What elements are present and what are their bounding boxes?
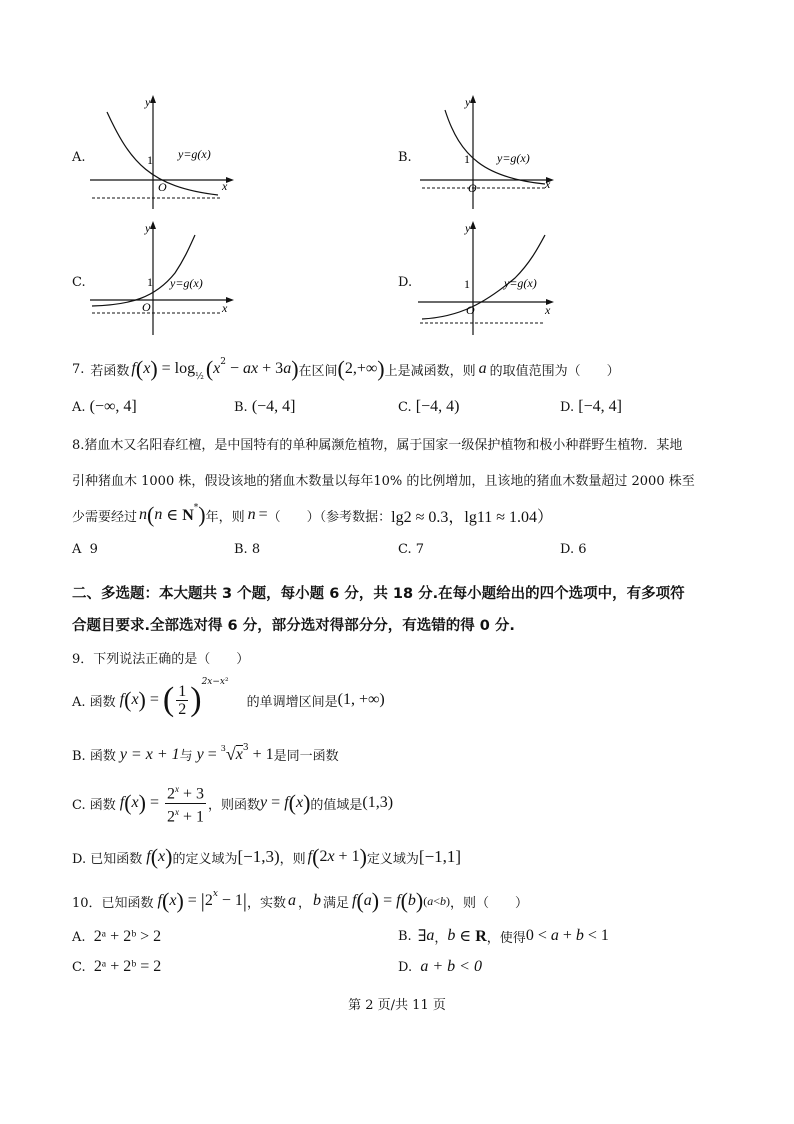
graph-d-func: y=g(x) xyxy=(504,276,537,290)
q9-d-post: 定义域为 xyxy=(366,851,419,867)
graph-d xyxy=(390,218,570,338)
q9-c-mid: ，则函数 xyxy=(208,797,261,813)
graph-a-one: 1 xyxy=(147,153,153,167)
q9-b-post: 是同一函数 xyxy=(273,749,339,764)
q7-option-d-label: D. xyxy=(560,400,575,415)
q10-stem: 10．已知函数 f ( x ) = | 2 x − 1 | ，实数 a ， b 满足 f ( a ) = f ( b ) (a<b) ，则（ ） xyxy=(72,888,529,913)
q10-option-c-label: C. xyxy=(72,960,86,975)
q10-mid2: 满足 xyxy=(322,895,349,911)
q7-option-a[interactable] xyxy=(72,398,137,416)
graph-c-y: y xyxy=(145,221,151,235)
q8-option-d-value: 6 xyxy=(578,542,587,557)
graph-b-origin: O xyxy=(468,181,477,195)
q9-d-mid: 的定义域为 xyxy=(172,851,238,867)
q10-pre: 10．已知函数 xyxy=(72,895,154,911)
graph-c-one: 1 xyxy=(147,275,153,289)
q7-option-c[interactable] xyxy=(398,398,459,416)
graph-c-origin: O xyxy=(142,300,151,314)
graph-d-one: 1 xyxy=(464,277,470,291)
q9-d-dom2: [−1,1] xyxy=(418,847,462,866)
graph-c-func: y=g(x) xyxy=(170,276,203,290)
q9-option-b[interactable]: B. 函数 y = x + 1 与 y = 3 √ x 3 + 1 是同一函数 xyxy=(72,742,339,764)
q7-option-d[interactable] xyxy=(560,398,622,416)
q9-d-dom1: [−1,3) xyxy=(237,847,280,866)
q10-option-d-value: a + b < 0 xyxy=(420,958,482,975)
q8-option-c-label: C. xyxy=(398,542,412,557)
q9-b-f1: y = x + 1 xyxy=(119,745,180,763)
q9-b-pre: B. 函数 xyxy=(72,749,116,764)
q9-d-pre: D. 已知函数 xyxy=(72,851,143,867)
q8-line3-post: （ ）（参考数据： xyxy=(267,509,392,525)
q10-option-a-label: A. xyxy=(72,930,86,945)
graph-b-one: 1 xyxy=(464,152,470,166)
q8-option-d[interactable] xyxy=(560,542,587,557)
q9-c-post: 的值域是 xyxy=(310,797,363,813)
q10-option-d[interactable] xyxy=(398,958,482,976)
q8-option-c-value: 7 xyxy=(415,542,425,557)
q7-option-c-value: [−4, 4) xyxy=(415,398,460,415)
q7-option-d-value: [−4, 4] xyxy=(578,398,622,415)
q10-option-a-value: 2ᵃ + 2ᵇ > 2 xyxy=(93,928,162,945)
q7-option-a-label: A. xyxy=(72,400,86,415)
q8-option-d-label: D. xyxy=(560,542,575,557)
graph-c xyxy=(60,218,260,338)
q8-option-a-label: A xyxy=(72,542,82,557)
graph-a-origin: O xyxy=(158,180,167,194)
q10-post: ，则（ ） xyxy=(450,895,529,911)
q8-line3: 少需要经过 n ( n ∈ N * ) 年，则 n = （ ）（参考数据： lg2 ≈ 0.3，lg11 ≈ 1.04） xyxy=(72,502,554,527)
q8-line3-ref: lg2 ≈ 0.3，lg11 ≈ 1.04） xyxy=(391,508,554,526)
section2-line1: 二、多选题：本大题共 3 个题，每小题 6 分，共 18 分.在每小题给出的四个选项中，有多项符 xyxy=(72,586,685,602)
q10-option-c-value: 2ᵃ + 2ᵇ = 2 xyxy=(93,958,162,975)
graph-b-label: B. xyxy=(398,150,412,165)
q7-option-b[interactable] xyxy=(234,398,296,416)
q7-post2: 的取值范围为（ ） xyxy=(489,363,620,379)
graph-d-y: y xyxy=(465,221,471,235)
graph-b xyxy=(390,92,570,212)
q10-option-b-label: B. xyxy=(398,928,412,944)
graph-c-x: x xyxy=(222,301,228,315)
q9-option-c[interactable]: C. 函数 f ( x ) = $\frac{2^x + 3}{2^x + 1}$ ，则函数 y = f ( x ) 的值域是 (1,3) xyxy=(72,782,393,824)
q7-option-b-value: (−4, 4] xyxy=(251,398,296,415)
q7-number: 7. xyxy=(72,361,85,377)
q8-option-b[interactable] xyxy=(234,542,260,557)
q9-a-interval: (1, +∞) xyxy=(337,691,385,708)
q10-option-c[interactable] xyxy=(72,958,161,976)
q9-a-post: 的单调增区间是 xyxy=(246,694,338,710)
q8-option-a[interactable] xyxy=(72,542,98,557)
q7-option-c-label: C. xyxy=(398,400,412,415)
q8-option-b-label: B. xyxy=(234,542,248,557)
q8-line3-pre: 少需要经过 xyxy=(72,509,138,525)
q7-pre: 若函数 xyxy=(90,363,130,379)
q7-stem: 7. 若函数 f ( x ) = log ½ ( x 2 − ax + 3 a ) 在区间 ( 2,+∞ ) 上是减函数，则 a 的取值范围为（ ） xyxy=(72,356,620,382)
graph-a-y: y xyxy=(145,95,151,109)
q10-option-b[interactable]: B. ∃ a ， b ∈ R ，使得 0 < a + b < 1 xyxy=(398,927,609,946)
graph-d-origin: O xyxy=(466,303,475,317)
q9-option-d[interactable]: D. 已知函数 f ( x ) 的定义域为 [−1,3) ，则 f ( 2 x + 1 ) 定义域为 [−1,1] xyxy=(72,844,462,869)
q9-c-range: (1,3) xyxy=(362,794,394,811)
q9-d-mid2: ，则 xyxy=(279,851,306,867)
q8-line1: 8.猪血木又名阳春红檀，是中国特有的单种属濒危植物，属于国家一级保护植物和极小种群野生植物．某地 xyxy=(72,438,683,453)
q10-option-b-text: ，使得 xyxy=(486,930,526,946)
graph-d-label: D. xyxy=(398,275,413,290)
q7-option-a-value: (−∞, 4] xyxy=(89,398,137,415)
q8-option-b-value: 8 xyxy=(251,542,261,557)
q10-mid: ，实数 xyxy=(246,895,286,911)
q8-line3-mid: 年，则 xyxy=(205,509,245,525)
q9-a-pre: A. 函数 xyxy=(72,694,116,710)
q9-stem: 9．下列说法正确的是（ ） xyxy=(72,652,250,667)
q10-option-d-label: D. xyxy=(398,960,413,975)
graph-a-func: y=g(x) xyxy=(178,147,211,161)
q9-c-pre: C. 函数 xyxy=(72,797,116,813)
graph-a-x: x xyxy=(222,179,228,193)
q8-option-a-value: 9 xyxy=(89,542,98,557)
q8-option-c[interactable] xyxy=(398,542,424,557)
q10-option-a[interactable] xyxy=(72,928,161,946)
graph-c-label: C. xyxy=(72,275,86,290)
section2-line2: 合题目要求.全部选对得 6 分，部分选对得部分分，有选错的得 0 分. xyxy=(72,618,515,634)
graph-b-func: y=g(x) xyxy=(497,151,530,165)
q9-b-mid: 与 xyxy=(179,749,193,764)
graph-a xyxy=(60,92,260,212)
page-footer: 第 2 页/共 11 页 xyxy=(348,998,446,1013)
q7-mid: 在区间 xyxy=(298,363,338,379)
graph-b-y: y xyxy=(465,95,471,109)
q7-option-b-label: B. xyxy=(234,400,248,415)
q7-post1: 上是减函数，则 xyxy=(384,363,476,379)
q8-line2: 引种猪血木 1000 株，假设该地的猪血木数量以每年10% 的比例增加，且该地的猪血木数量超过 2000 株至 xyxy=(72,474,695,489)
graph-a-label: A. xyxy=(72,150,86,165)
graph-d-x: x xyxy=(545,303,551,317)
graph-b-x: x xyxy=(545,177,551,191)
q9-option-a[interactable]: A. 函数 f ( x ) = ( $\frac{1}{2}$ ) 2x−x² 的单调增区间是 (1, +∞) xyxy=(72,677,385,718)
